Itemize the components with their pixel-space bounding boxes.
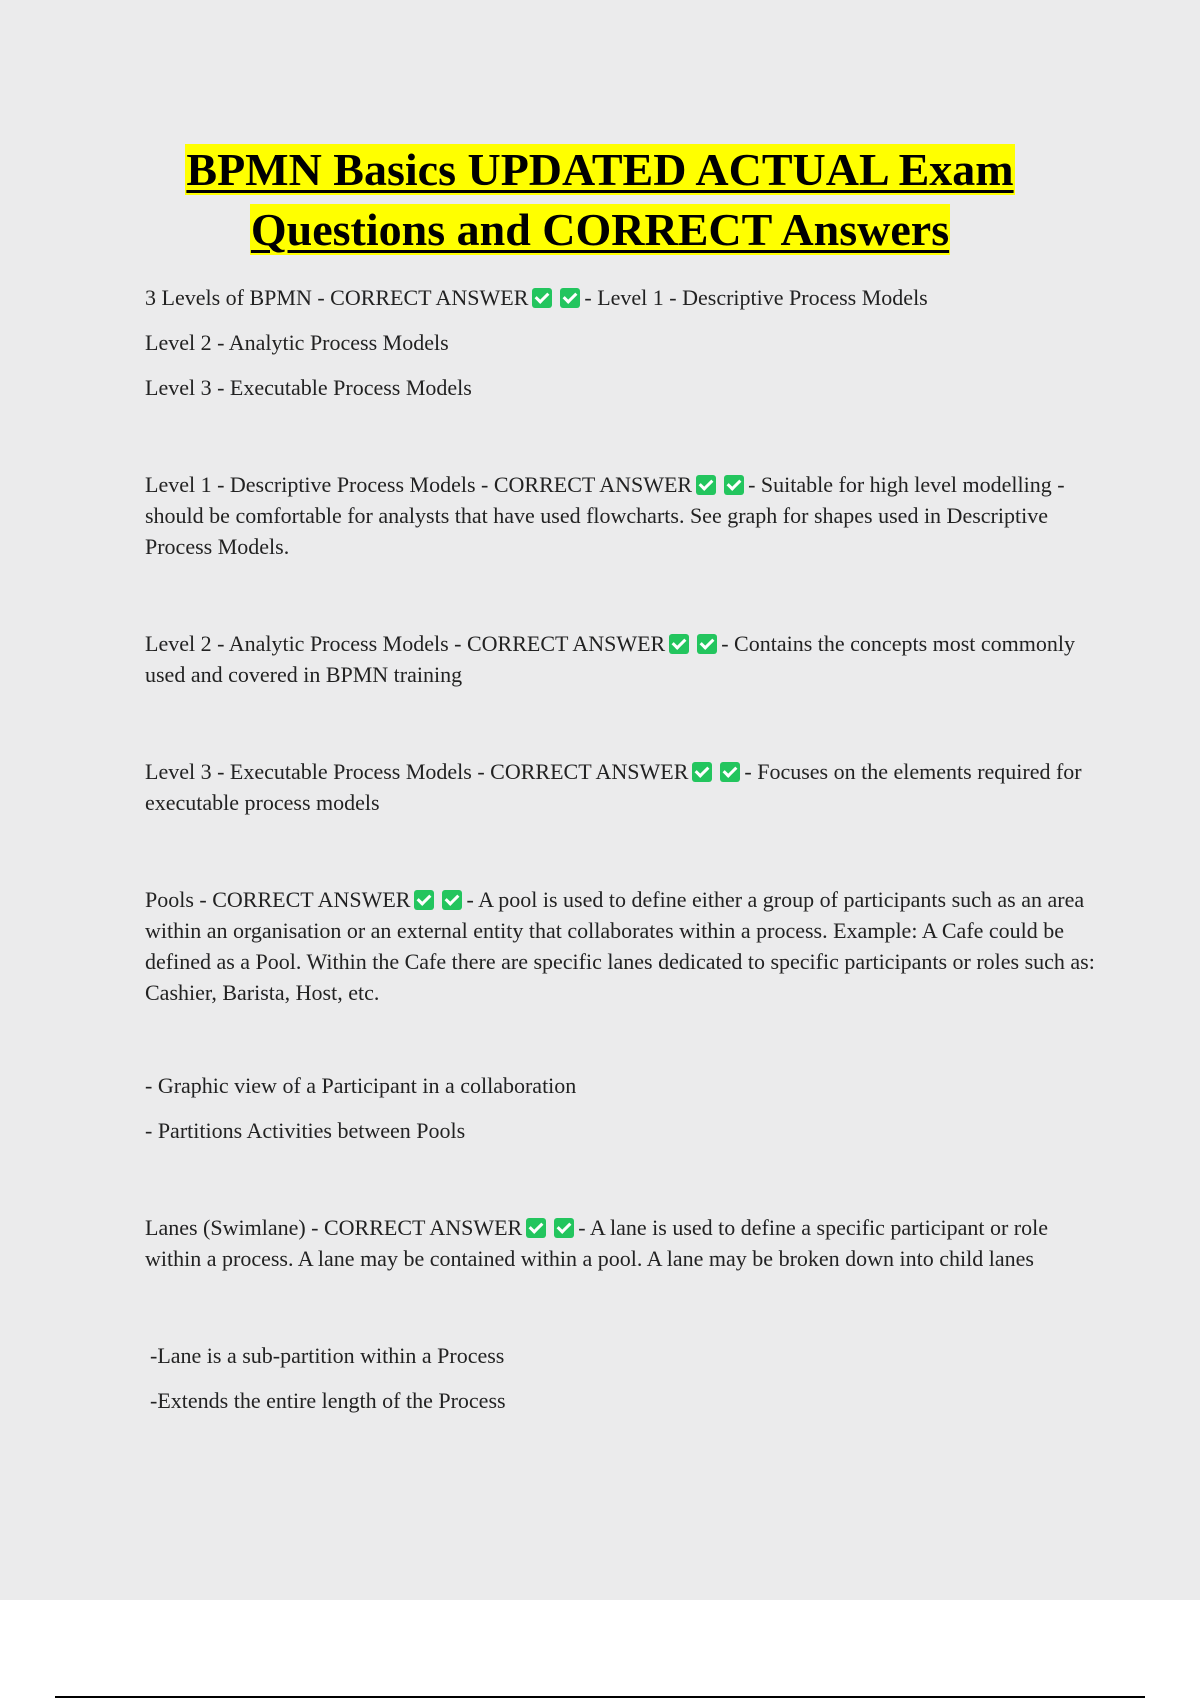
qa-extra-line: Level 2 - Analytic Process Models bbox=[145, 330, 449, 355]
document-title bbox=[0, 140, 1200, 260]
qa-extra-line: Level 3 - Executable Process Models bbox=[145, 375, 472, 400]
qa-answer: - Focuses on the elements required for executable process models bbox=[145, 759, 1082, 815]
qa-extra-line: -Lane is a sub-partition within a Process bbox=[150, 1343, 505, 1368]
qa-answer: - A pool is used to define either a group of participants such as an area within an organisation or an external entity that collaborates within a process. Example: A Cafe could be defined as a Pool. Within the Cafe there are specific lanes dedicated to specific participants or roles such as: Cashier, Barista, Host, etc. bbox=[145, 887, 1095, 1005]
qa-answer: - Contains the concepts most commonly used and covered in BPMN training bbox=[145, 631, 1076, 687]
footer-divider bbox=[55, 1696, 1145, 1698]
green-checkbox-icon bbox=[442, 890, 462, 910]
green-checkbox-icon bbox=[532, 288, 552, 308]
green-checkbox-icon bbox=[554, 1218, 574, 1238]
qa-item bbox=[145, 282, 1095, 313]
green-checkbox-icon bbox=[697, 634, 717, 654]
qa-item bbox=[145, 628, 1095, 690]
qa-term: Level 1 - Descriptive Process Models - CORRECT ANSWER bbox=[145, 472, 693, 497]
qa-extra-line: - Graphic view of a Participant in a collaboration bbox=[145, 1073, 577, 1098]
green-checkbox-icon bbox=[560, 288, 580, 308]
qa-term: Pools - CORRECT ANSWER bbox=[145, 887, 411, 912]
title-line-1: BPMN Basics UPDATED ACTUAL Exam bbox=[186, 144, 1014, 195]
title-line-2: Questions and CORRECT Answers bbox=[250, 204, 950, 255]
qa-extra-line: - Partitions Activities between Pools bbox=[145, 1118, 466, 1143]
qa-answer: - Level 1 - Descriptive Process Models bbox=[584, 285, 928, 310]
green-checkbox-icon bbox=[720, 762, 740, 782]
qa-term: Level 3 - Executable Process Models - CORRECT ANSWER bbox=[145, 759, 689, 784]
qa-answer: - A lane is used to define a specific participant or role within a process. A lane may be contained within a pool. A lane may be broken down into child lanes bbox=[145, 1215, 1049, 1271]
green-checkbox-icon bbox=[692, 762, 712, 782]
green-checkbox-icon bbox=[669, 634, 689, 654]
qa-term: Lanes (Swimlane) - CORRECT ANSWER bbox=[145, 1215, 523, 1240]
qa-item bbox=[145, 884, 1095, 1008]
qa-extra-line: -Extends the entire length of the Process bbox=[150, 1388, 506, 1413]
qa-item bbox=[145, 756, 1095, 818]
green-checkbox-icon bbox=[526, 1218, 546, 1238]
qa-item bbox=[145, 469, 1095, 562]
qa-answer: - Suitable for high level modelling - should be comfortable for analysts that have used flowcharts. See graph for shapes used in Descriptive Process Models. bbox=[145, 472, 1065, 559]
qa-term: 3 Levels of BPMN - CORRECT ANSWER bbox=[145, 285, 529, 310]
qa-term: Level 2 - Analytic Process Models - CORRECT ANSWER bbox=[145, 631, 666, 656]
green-checkbox-icon bbox=[696, 475, 716, 495]
green-checkbox-icon bbox=[414, 890, 434, 910]
green-checkbox-icon bbox=[724, 475, 744, 495]
document-body bbox=[145, 282, 1095, 1416]
qa-item bbox=[145, 1212, 1095, 1274]
